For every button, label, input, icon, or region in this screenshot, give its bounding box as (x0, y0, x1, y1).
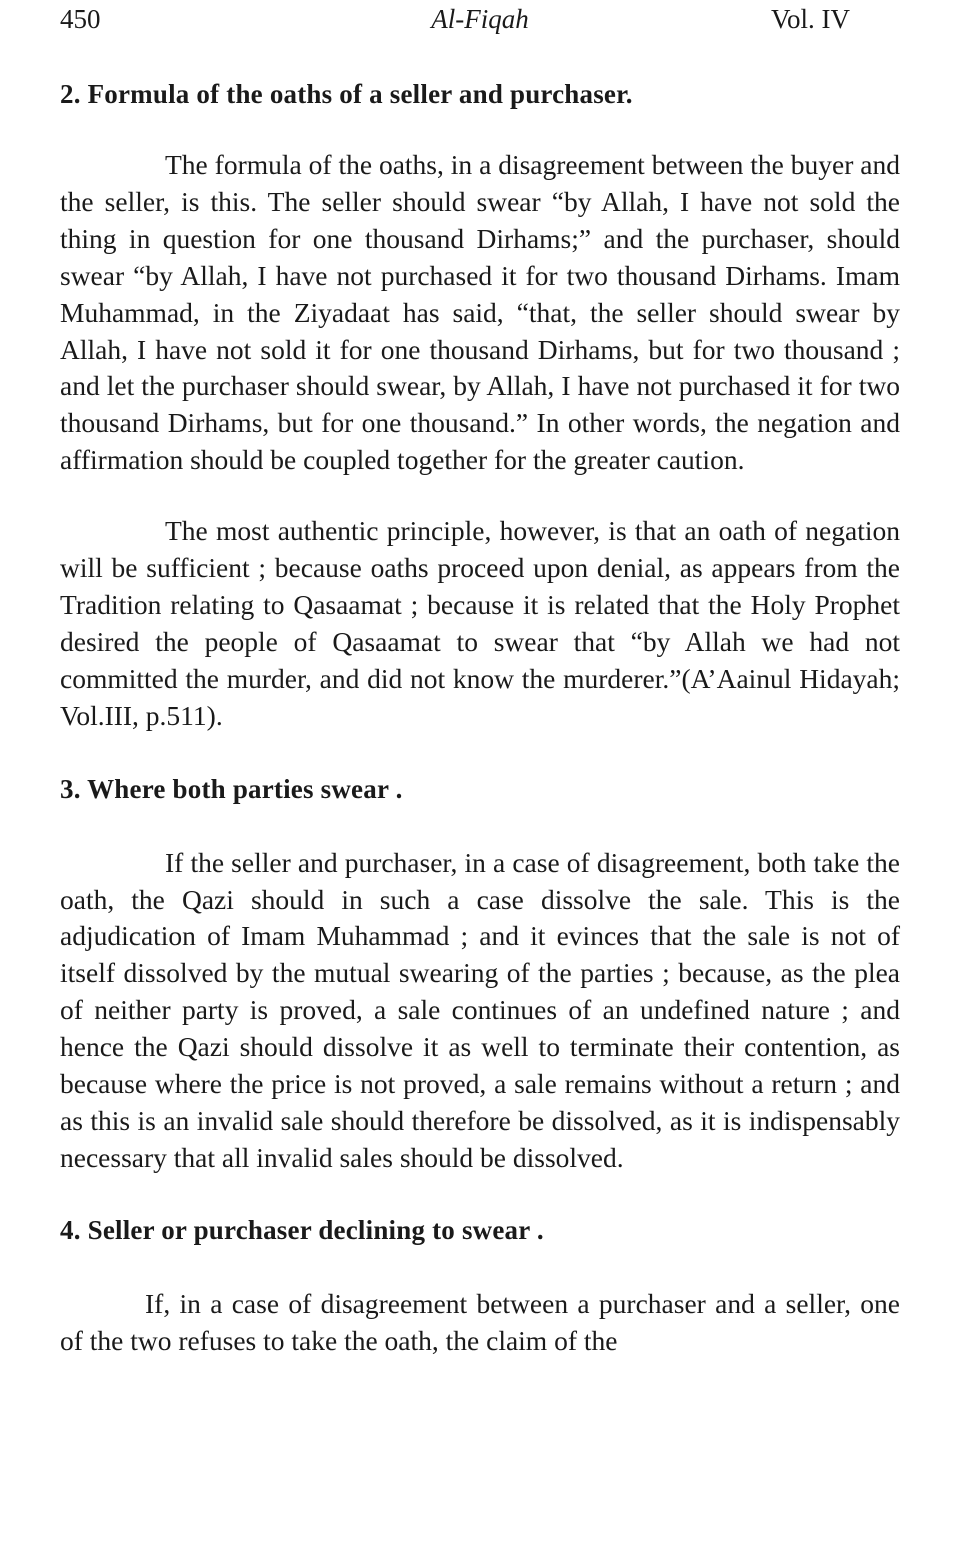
volume-label: Vol. IV (770, 4, 850, 34)
page-number: 450 (60, 4, 101, 34)
paragraph: The formula of the oaths, in a disagreement between the buyer and the seller, is this. The seller should swear “by Allah, I have not sold the thing in question for one thousand Dirhams;” and the purchaser, should swear “by Allah, I have not purchased it for two thousand Dirhams. Imam Muhammad, in the Ziyadaat has said, “that, the seller should swear by Allah, I have not sold it for one thousand Dirhams, but for two thousand ; and let the purchaser should swear, by Allah, I have not purchased it for two thousand Dirhams, but for one thousand.” In other words, the negation and affirmation should be coupled together for the greater caution. (60, 149, 900, 476)
paragraph: If, in a case of disagreement between a purchaser and a seller, one of the two refuses to take the oath, the claim of the (60, 1287, 900, 1356)
running-head (60, 0, 900, 46)
book-title: Al-Fiqah (431, 4, 529, 34)
page (60, 0, 900, 1360)
section-heading-2: 2. Formula of the oaths of a seller and purchaser. (60, 79, 633, 109)
paragraph: If the seller and purchaser, in a case of disagreement, both take the oath, the Qazi should in such a case dissolve the sale. This is the adjudication of Imam Muhammad ; and it evinces that the sale is not of itself dissolved by the mutual swearing of the parties ; because, as the plea of neither party is proved, a sale continues of an undefined nature ; and hence the Qazi should dissolve it as well to terminate their contention, as because where the price is not proved, a sale remains without a return ; and as this is an invalid sale should therefore be dissolved, as it is indispensably necessary that all invalid sales should be dissolved. (60, 846, 900, 1173)
paragraph: The most authentic principle, however, is that an oath of negation will be sufficient ; because oaths proceed upon denial, as appears from the Tradition relating to Qasaamat ; because it is related that the Holy Prophet desired the people of Qasaamat to swear that “by Allah we had not committed the murder, and did not know the murderer.”(A’Aainul Hidayah; Vol.III, p.511). (60, 515, 900, 731)
section-heading-3: 3. Where both parties swear . (60, 773, 403, 804)
section-heading-4: 4. Seller or purchaser declining to swear . (60, 1214, 544, 1245)
